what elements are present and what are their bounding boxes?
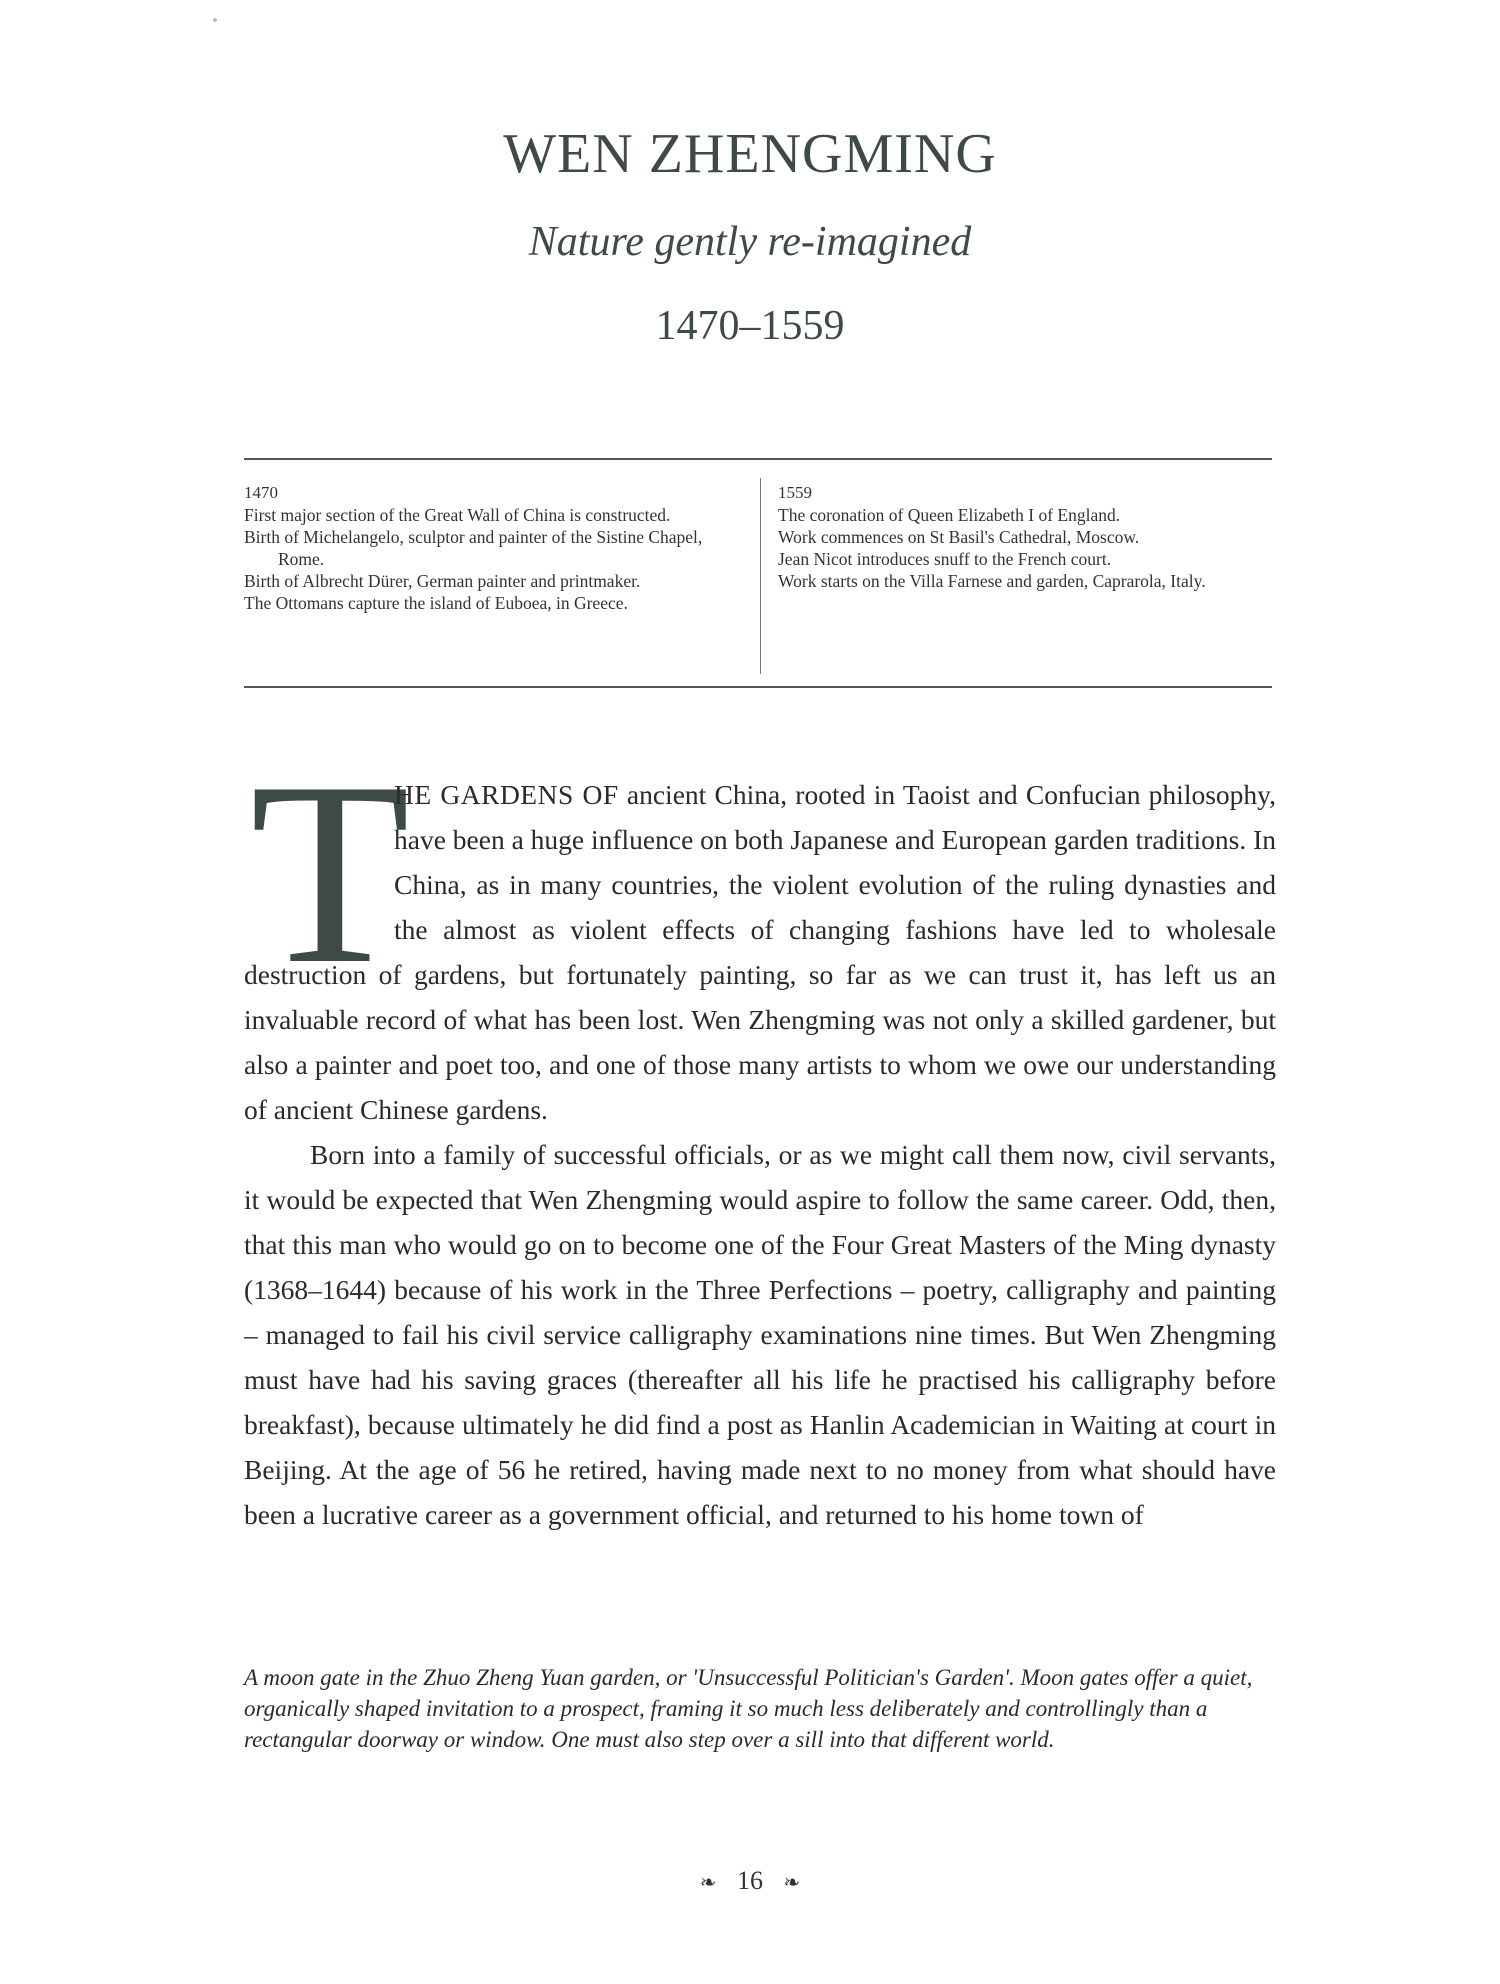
image-caption: A moon gate in the Zhuo Zheng Yuan garden, or 'Unsuccessful Politician's Garden'. Moon gates offer a quiet, organically shaped invitation to a prospect, framing it so much less deliberately and controllingly than a rectangular doorway or window. One must also step over a sill into that different world. bbox=[244, 1665, 1253, 1752]
timeline-event: The coronation of Queen Elizabeth I of England. bbox=[778, 505, 1121, 525]
timeline-event: The Ottomans capture the island of Euboea, in Greece. bbox=[244, 593, 628, 613]
paragraph-1-text: ancient China, rooted in Taoist and Confucian philosophy, have been a huge influence on both Japanese and European garden traditions. In China, as in many countries, the violent evolution of the ruling dynasties and the almost as violent effects of changing fashions have led to wholesale destruction of gardens, but fortunately painting, so far as we can trust it, has left us an invaluable record of what has been lost. Wen Zhengming was not only a skilled gardener, but also a painter and poet too, and one of those many artists to whom we owe our understanding of ancient Chinese gardens. bbox=[244, 779, 1276, 1125]
page-footer bbox=[0, 1866, 1500, 1896]
timeline-event: Birth of Michelangelo, sculptor and painter of the Sistine Chapel, Rome. bbox=[244, 527, 703, 569]
timeline-event: First major section of the Great Wall of China is constructed. bbox=[244, 505, 671, 525]
timeline-right-column bbox=[778, 482, 1268, 592]
body-text bbox=[244, 772, 1276, 1537]
timeline-year-end: 1559 bbox=[778, 483, 812, 502]
timeline-left-column bbox=[244, 482, 744, 614]
timeline-top-rule bbox=[244, 458, 1272, 460]
timeline-event: Jean Nicot introduces snuff to the French court. bbox=[778, 549, 1112, 569]
timeline-event: Birth of Albrecht Dürer, German painter and printmaker. bbox=[244, 571, 641, 591]
scan-speck bbox=[213, 18, 217, 22]
timeline-event: Work commences on St Basil's Cathedral, Moscow. bbox=[778, 527, 1140, 547]
drop-cap: T bbox=[250, 728, 411, 1018]
lead-smallcaps: HE GARDENS OF bbox=[394, 779, 619, 810]
timeline-year-start: 1470 bbox=[244, 483, 278, 502]
paragraph-1 bbox=[244, 772, 1276, 1132]
ornament-left-icon: ❧ bbox=[699, 1872, 717, 1894]
chapter-title: WEN ZHENGMING bbox=[503, 123, 997, 185]
timeline-event: Work starts on the Villa Farnese and garden, Caprarola, Italy. bbox=[778, 571, 1206, 591]
timeline-bottom-rule bbox=[244, 686, 1272, 688]
chapter-dates: 1470–1559 bbox=[655, 303, 845, 349]
ornament-right-icon: ❧ bbox=[783, 1872, 801, 1894]
paragraph-2: Born into a family of successful officials, or as we might call them now, civil servants, it would be expected that Wen Zhengming would aspire to follow the same career. Odd, then, that this man who would go on to become one of the Four Great Masters of the Ming dynasty (1368–1644) because of his work in the Three Perfections – poetry, calligraphy and painting – managed to fail his civil service calligraphy examinations nine times. But Wen Zhengming must have had his saving graces (thereafter all his life he practised his calligraphy before breakfast), because ultimately he did find a post as Hanlin Academician in Waiting at court in Beijing. At the age of 56 he retired, having made next to no money from what should have been a lucrative career as a government official, and returned to his home town of bbox=[244, 1139, 1276, 1530]
drop-cap-space bbox=[244, 772, 394, 950]
page-number: 16 bbox=[737, 1866, 763, 1895]
chapter-subtitle: Nature gently re-imagined bbox=[528, 219, 972, 265]
timeline-divider bbox=[760, 478, 761, 674]
